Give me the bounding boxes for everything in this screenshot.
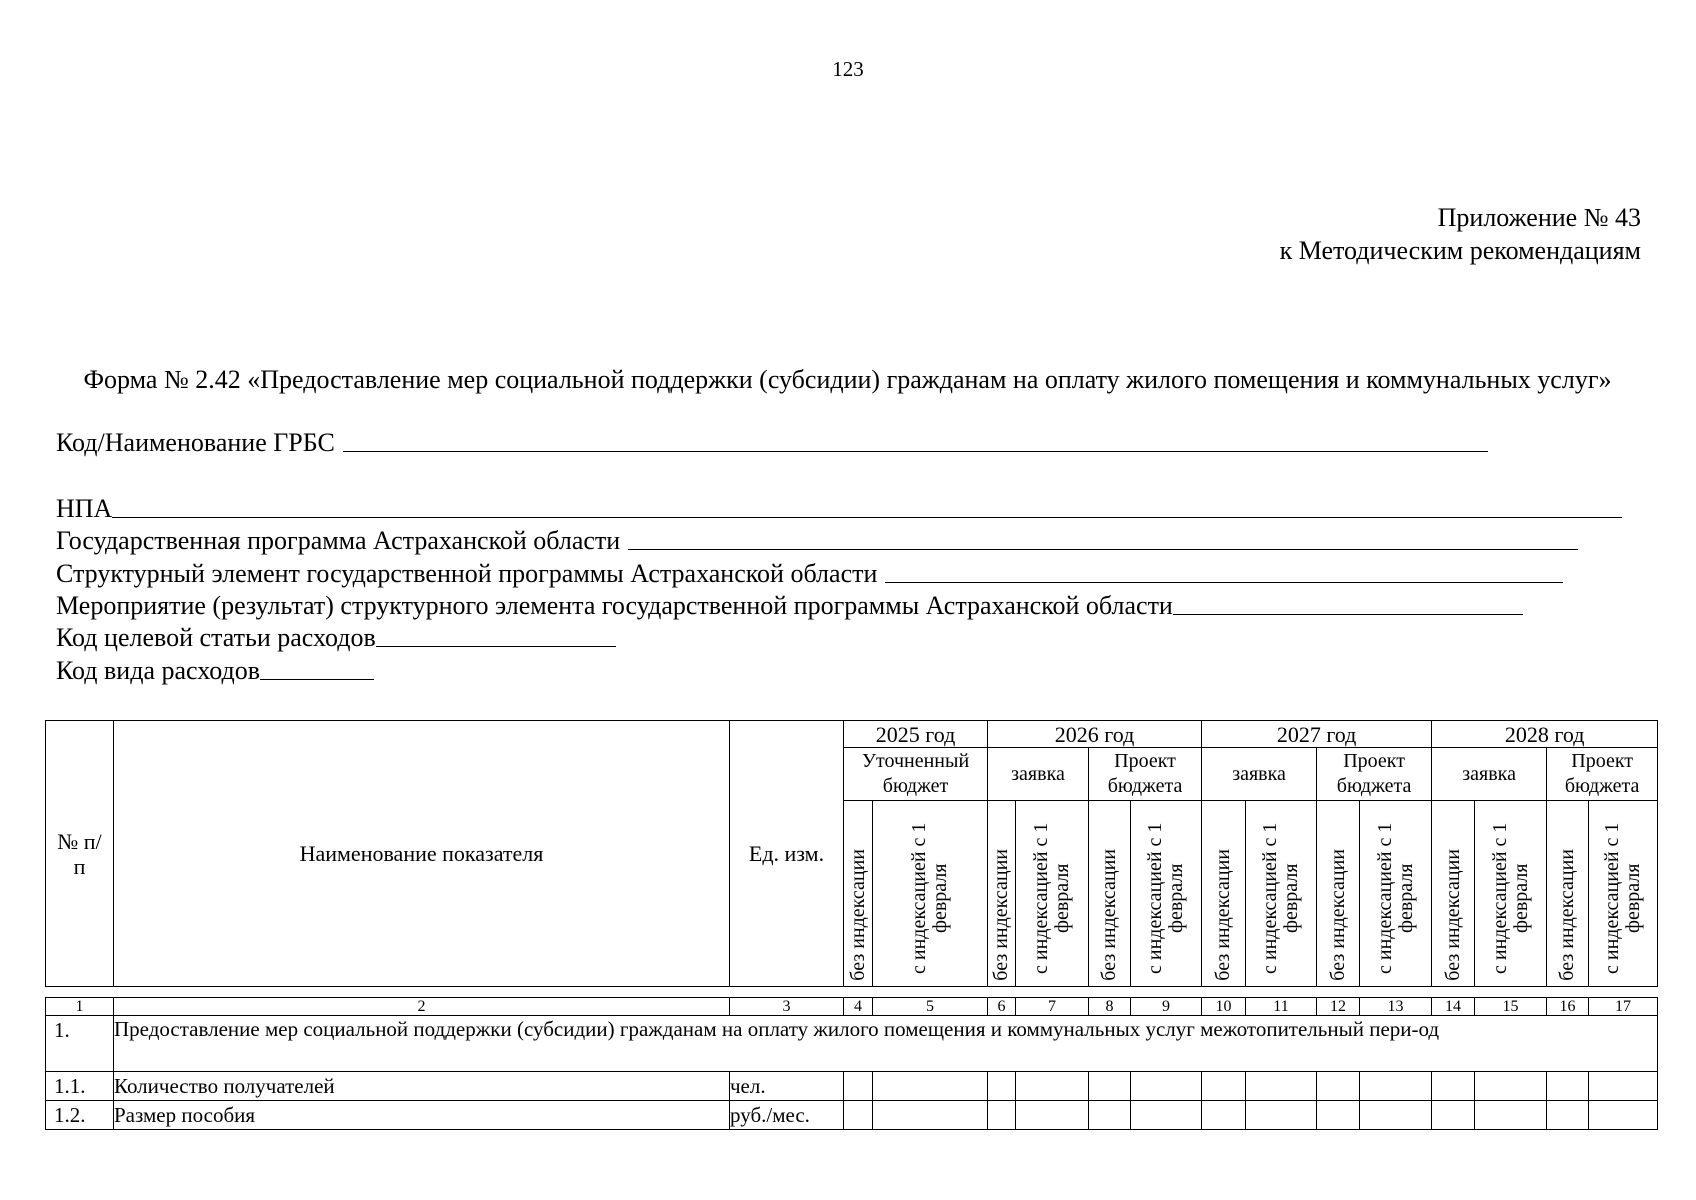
header-no-index-2028-request: без индексации — [1432, 801, 1475, 987]
header-unit: Ед. изм. — [730, 721, 844, 987]
field-target-code-blank — [376, 646, 616, 647]
field-structural — [56, 557, 1563, 589]
column-number: 10 — [1202, 998, 1246, 1016]
row-unit: чел. — [730, 1072, 844, 1101]
column-numbers-row — [46, 998, 1658, 1016]
header-with-index-2028-draft: с индексацией с 1 февраля — [1589, 801, 1658, 987]
field-program-label: Государственная программа Астраханской области — [56, 526, 621, 555]
column-number: 14 — [1432, 998, 1475, 1016]
field-npa — [56, 492, 1622, 524]
column-number: 17 — [1589, 998, 1658, 1016]
row-number: 1.1. — [46, 1072, 114, 1101]
appendix-line-2: к Методическим рекомендациям — [1279, 236, 1641, 265]
column-number: 16 — [1547, 998, 1589, 1016]
column-number: 5 — [873, 998, 988, 1016]
header-request-2027: заявка — [1202, 748, 1317, 801]
field-event — [56, 589, 1523, 621]
field-target-code — [56, 621, 616, 653]
page-number: 123 — [832, 57, 864, 81]
header-with-index-2027-draft: с индексацией с 1 февраля — [1360, 801, 1432, 987]
header-year-2028: 2028 год — [1432, 721, 1658, 748]
header-refined-budget: Уточненный бюджет — [844, 748, 988, 801]
field-expense-code-blank — [260, 679, 374, 680]
header-year-2026: 2026 год — [988, 721, 1202, 748]
field-event-label: Мероприятие (результат) структурного элемента государственной программы Астраханской области — [56, 591, 1173, 620]
header-no-index-2025: без индексации — [844, 801, 873, 987]
column-number: 6 — [988, 998, 1016, 1016]
header-no-index-2027-request: без индексации — [1202, 801, 1246, 987]
column-number: 12 — [1317, 998, 1360, 1016]
table-row — [46, 1016, 1658, 1072]
field-expense-code-label: Код вида расходов — [56, 656, 260, 685]
field-expense-code — [56, 654, 374, 686]
header-year-2025: 2025 год — [844, 721, 988, 748]
field-npa-blank — [112, 517, 1622, 518]
field-event-blank — [1173, 614, 1523, 615]
header-with-index-2028-request: с индексацией с 1 февраля — [1475, 801, 1547, 987]
row-section-title: Предоставление мер социальной поддержки (субсидии) гражданам на оплату жилого помещения и коммунальных услуг межотопительный пери-од — [114, 1016, 1658, 1072]
column-number: 3 — [730, 998, 844, 1016]
header-with-index-2026-draft: с индексацией с 1 февраля — [1131, 801, 1202, 987]
field-target-code-label: Код целевой статьи расходов — [56, 623, 376, 652]
column-number: 7 — [1016, 998, 1089, 1016]
row-indicator-name: Размер пособия — [114, 1101, 730, 1130]
column-number: 4 — [844, 998, 873, 1016]
column-number: 13 — [1360, 998, 1432, 1016]
header-no-index-2026-draft: без индексации — [1089, 801, 1131, 987]
header-with-index-2025: с индексацией с 1 февраля — [873, 801, 988, 987]
field-program — [56, 524, 1578, 556]
table-row — [46, 1072, 1658, 1101]
field-npa-label: НПА — [56, 494, 113, 523]
header-no-index-2028-draft: без индексации — [1547, 801, 1589, 987]
column-number: 8 — [1089, 998, 1131, 1016]
header-draft-2028: Проект бюджета — [1547, 748, 1658, 801]
header-with-index-2027-request: с индексацией с 1 февраля — [1246, 801, 1317, 987]
appendix-line-1: Приложение № 43 — [1437, 203, 1641, 232]
field-grbs-label: Код/Наименование ГРБС — [56, 428, 335, 457]
header-draft-2026: Проект бюджета — [1089, 748, 1202, 801]
form-title: Форма № 2.42 «Предоставление мер социальной поддержки (субсидии) гражданам на оплату жилого помещения и коммунальных услуг» — [83, 365, 1612, 394]
field-program-blank — [628, 549, 1578, 550]
header-request-2026: заявка — [988, 748, 1089, 801]
field-structural-blank — [885, 582, 1563, 583]
header-name: Наименование показателя — [114, 721, 730, 987]
field-grbs — [56, 426, 1488, 458]
row-number: 1.2. — [46, 1101, 114, 1130]
header-number: № п/п — [46, 721, 114, 987]
table-row — [46, 1101, 1658, 1130]
header-no-index-2026-request: без индексации — [988, 801, 1016, 987]
column-number: 1 — [46, 998, 114, 1016]
data-table — [45, 997, 1658, 1130]
header-draft-2027: Проект бюджета — [1317, 748, 1432, 801]
row-number: 1. — [46, 1016, 114, 1072]
header-with-index-2026-request: с индексацией с 1 февраля — [1016, 801, 1089, 987]
header-request-2028: заявка — [1432, 748, 1547, 801]
header-table — [45, 720, 1658, 987]
column-number: 9 — [1131, 998, 1202, 1016]
column-number: 2 — [114, 998, 730, 1016]
row-unit: руб./мес. — [730, 1101, 844, 1130]
column-number: 11 — [1246, 998, 1317, 1016]
row-indicator-name: Количество получателей — [114, 1072, 730, 1101]
field-grbs-blank — [343, 451, 1488, 452]
header-no-index-2027-draft: без индексации — [1317, 801, 1360, 987]
field-structural-label: Структурный элемент государственной программы Астраханской области — [56, 559, 878, 588]
column-number: 15 — [1475, 998, 1547, 1016]
header-year-2027: 2027 год — [1202, 721, 1432, 748]
appendix-note — [1280, 201, 1641, 267]
